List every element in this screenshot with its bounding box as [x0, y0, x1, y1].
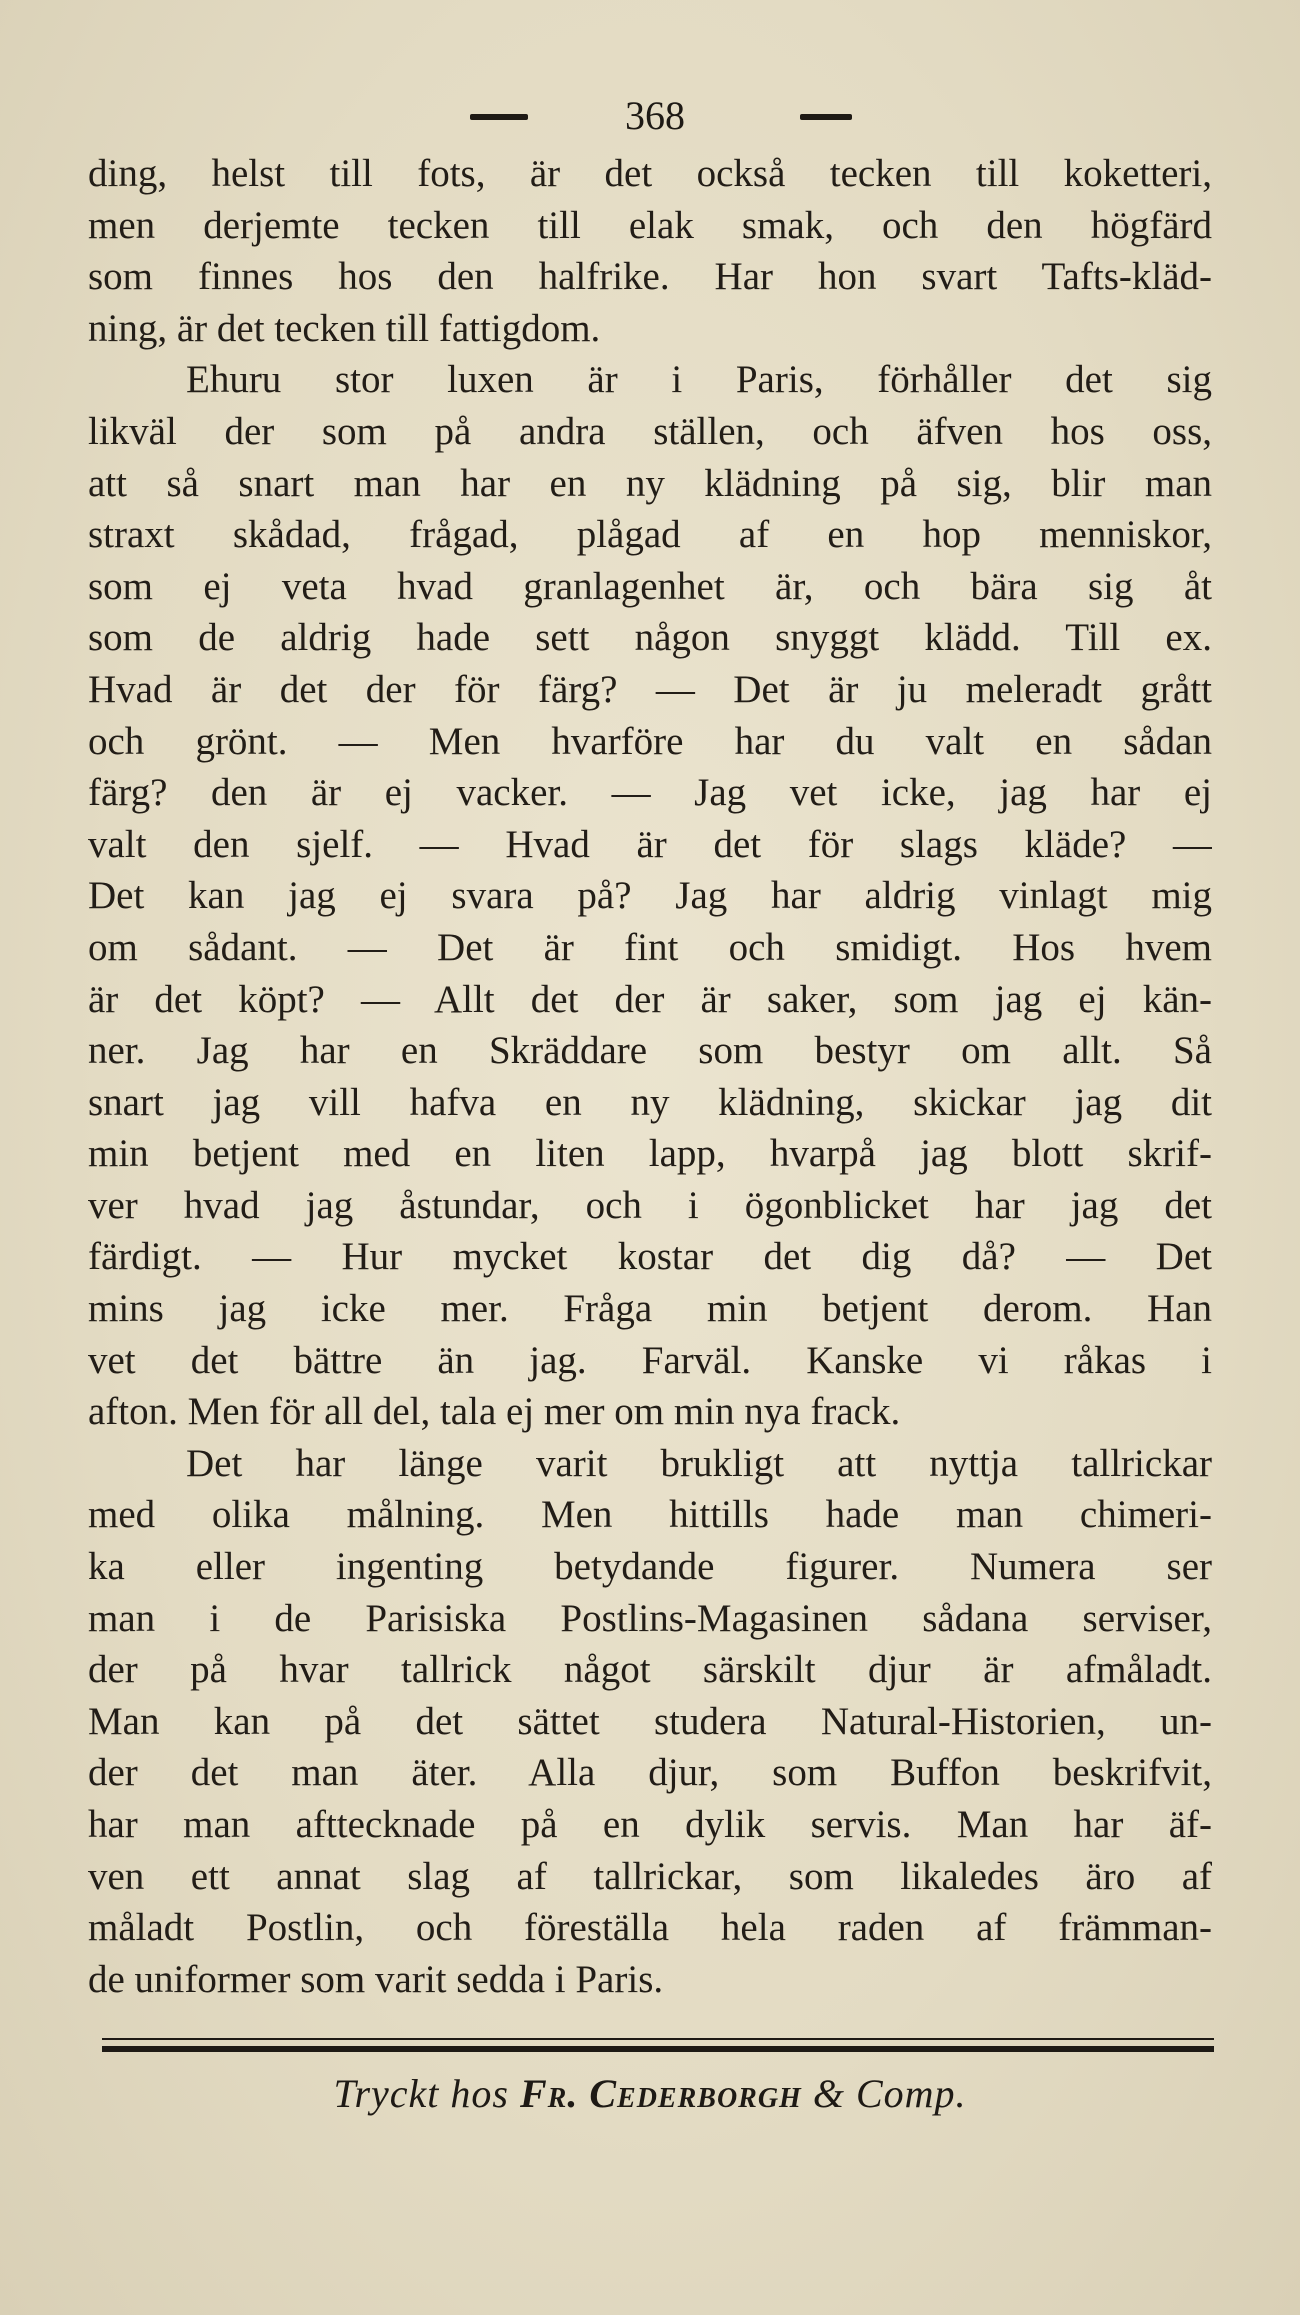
text-line: och grönt. — Men hvarföre har du valt en sådan [88, 719, 1212, 763]
text-line: min betjent med en liten lapp, hvarpå jag blott skrif- [88, 1132, 1212, 1176]
text-line: som de aldrig hade sett någon snyggt klädd. Till ex. [88, 616, 1212, 660]
imprint-printer: Fr. Cederborgh [519, 2071, 802, 2116]
text-line: Det har länge varit brukligt att nyttja tallrickar [186, 1441, 1212, 1485]
printer-imprint [0, 2070, 1300, 2117]
text-line: valt den sjelf. — Hvad är det för slags kläde? — [88, 822, 1212, 866]
text-line: ka eller ingenting betydande figurer. Numera ser [88, 1545, 1212, 1589]
text-line: ven ett annat slag af tallrickar, som likaledes äro af [88, 1854, 1212, 1898]
text-line: ding, helst till fots, är det också tecken till koketteri, [88, 152, 1212, 195]
text-line: Man kan på det sättet studera Natural-Historien, un- [88, 1699, 1212, 1743]
page-number: 368 [625, 93, 685, 138]
divider-rule-thick [102, 2046, 1214, 2052]
divider-rule-thin [102, 2038, 1214, 2040]
text-line: att så snart man har en ny klädning på sig, blir man [88, 461, 1212, 505]
text-line: ner. Jag har en Skräddare som bestyr om allt. Så [88, 1029, 1212, 1073]
text-line: de uniformer som varit sedda i Paris. [88, 1957, 664, 2001]
page-header [0, 92, 1300, 152]
imprint-ampersand: & [812, 2071, 845, 2116]
text-line: ning, är det tecken till fattigdom. [88, 306, 601, 350]
imprint-suffix: Comp. [855, 2071, 967, 2116]
text-line: mins jag icke mer. Fråga min betjent derom. Han [88, 1287, 1212, 1331]
text-line: afton. Men för all del, tala ej mer om min nya frack. [88, 1390, 901, 1434]
text-line: med olika målning. Men hittills hade man chimeri- [88, 1493, 1212, 1537]
text-line: vet det bättre än jag. Farväl. Kanske vi råkas i [88, 1338, 1212, 1382]
text-line: om sådant. — Det är fint och smidigt. Hos hvem [88, 925, 1212, 969]
text-line: som ej veta hvad granlagenhet är, och bära sig åt [88, 564, 1212, 608]
text-line: straxt skådad, frågad, plågad af en hop menniskor, [88, 513, 1212, 557]
text-line: man i de Parisiska Postlins-Magasinen sådana serviser, [88, 1596, 1212, 1640]
text-line: färg? den är ej vacker. — Jag vet icke, jag har ej [88, 771, 1212, 815]
text-line: der det man äter. Alla djur, som Buffon beskrifvit, [88, 1751, 1212, 1795]
imprint-prefix: Tryckt hos [333, 2071, 509, 2116]
text-line: har man afttecknade på en dylik servis. Man har äf- [88, 1803, 1212, 1846]
text-line: Det kan jag ej svara på? Jag har aldrig vinlagt mig [88, 874, 1212, 918]
text-line: måladt Postlin, och föreställa hela raden af främman- [88, 1906, 1212, 1950]
text-line: färdigt. — Hur mycket kostar det dig då? — Det [88, 1235, 1212, 1279]
body-text [88, 148, 1212, 2005]
text-line: snart jag vill hafva en ny klädning, skickar jag dit [88, 1080, 1212, 1124]
text-line: der på hvar tallrick något särskilt djur är afmåladt. [88, 1648, 1212, 1692]
text-line: likväl der som på andra ställen, och äfven hos oss, [88, 409, 1212, 453]
text-line: Ehuru stor luxen är i Paris, förhåller det sig [186, 358, 1212, 402]
text-line: ver hvad jag åstundar, och i ögonblicket har jag det [88, 1183, 1212, 1227]
text-line: som finnes hos den halfrike. Har hon svart Tafts-kläd- [88, 255, 1212, 299]
text-line: är det köpt? — Allt det der är saker, som jag ej kän- [88, 977, 1212, 1021]
header-dash-right [800, 114, 852, 120]
header-dash-left [470, 114, 528, 120]
text-line: Hvad är det der för färg? — Det är ju meleradt grått [88, 667, 1212, 711]
text-line: men derjemte tecken till elak smak, och den högfärd [88, 203, 1212, 247]
